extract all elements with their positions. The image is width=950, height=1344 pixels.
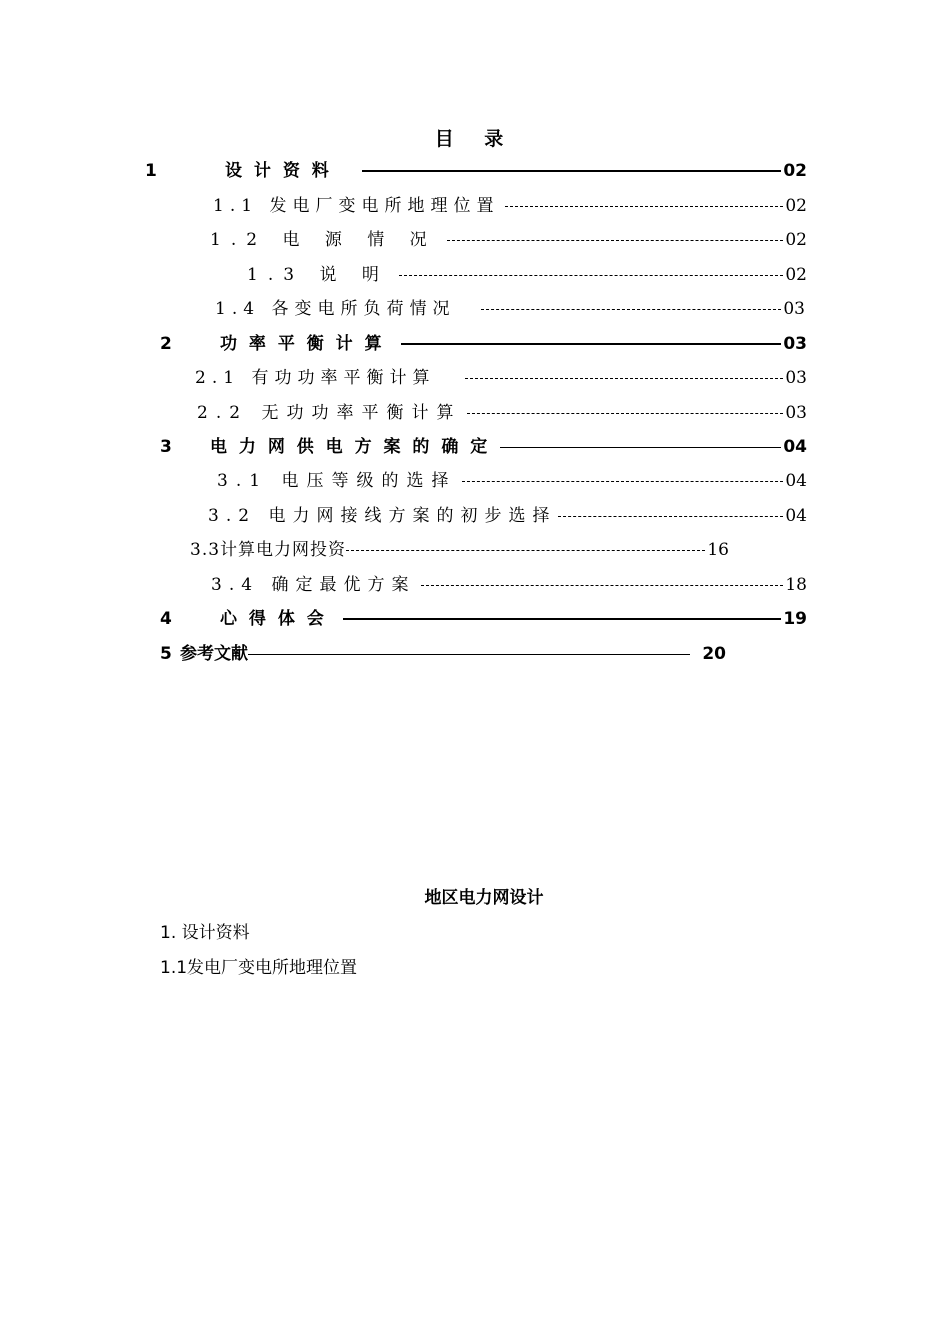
- toc-leader: [558, 516, 783, 517]
- toc-entry-3-4[interactable]: [211, 573, 807, 597]
- toc-entry-page: 03: [783, 334, 807, 354]
- toc-entry-number: 1: [145, 161, 157, 181]
- toc-entry-page: 03: [783, 299, 805, 319]
- toc-entry-5[interactable]: [160, 642, 726, 666]
- toc-entry-3-2[interactable]: [208, 504, 807, 528]
- toc-leader: [248, 654, 690, 655]
- toc-leader: [343, 618, 782, 620]
- toc-entry-page: 03: [785, 403, 807, 423]
- toc-entry-title: 2.1 有功功率平衡计算: [195, 368, 436, 388]
- toc-leader: [346, 550, 705, 551]
- toc-entry-number: 3: [160, 437, 172, 457]
- toc-entry-2-2[interactable]: [197, 401, 807, 425]
- toc-entry-number: 2: [160, 334, 172, 354]
- toc-leader: [481, 309, 781, 310]
- toc-entry-page: 18: [785, 575, 807, 595]
- toc-entry-3-3[interactable]: [190, 538, 729, 562]
- toc-entry-page: 16: [707, 540, 729, 560]
- toc-entry-title: 参考文献: [180, 644, 248, 664]
- section-heading-1-1: 1.1发电厂变电所地理位置: [160, 958, 358, 978]
- toc-leader: [362, 170, 782, 172]
- toc-entry-title: 电 力 网 供 电 方 案 的 确 定: [210, 437, 491, 457]
- toc-leader: [447, 240, 784, 241]
- toc-leader: [465, 378, 783, 379]
- toc-entry-page: 02: [783, 161, 807, 181]
- toc-entry-1[interactable]: [145, 159, 807, 183]
- toc-entry-page: 03: [785, 368, 807, 388]
- toc-entry-2-1[interactable]: [195, 366, 807, 390]
- toc-entry-page: 04: [785, 506, 807, 526]
- toc-entry-title: 1.2 电 源 情 况: [210, 230, 437, 250]
- toc-title: 目 录: [434, 128, 516, 150]
- toc-entry-title: 1.1 发电厂变电所地理位置: [213, 196, 500, 216]
- toc-leader: [500, 447, 781, 448]
- toc-entry-1-2[interactable]: [210, 228, 807, 252]
- toc-entry-page: 20: [702, 644, 726, 664]
- toc-entry-number: 5: [160, 644, 172, 664]
- toc-entry-page: 02: [785, 265, 807, 285]
- toc-entry-title: 1.3 说 明: [247, 265, 389, 285]
- toc-leader: [467, 413, 783, 414]
- toc-entry-1-3[interactable]: [247, 263, 807, 287]
- toc-entry-title: 2.2 无功功率平衡计算: [197, 403, 462, 423]
- toc-entry-2[interactable]: [160, 332, 807, 356]
- toc-entry-page: 04: [783, 437, 807, 457]
- toc-entry-title: 3.2 电力网接线方案的初步选择: [208, 506, 557, 526]
- toc-leader: [399, 275, 784, 276]
- toc-leader: [462, 481, 783, 482]
- toc-leader: [421, 585, 783, 586]
- toc-entry-page: 04: [785, 471, 807, 491]
- toc-entry-3[interactable]: [160, 435, 807, 459]
- toc-entry-4[interactable]: [160, 607, 807, 631]
- toc-entry-title: 3.4 确定最优方案: [211, 575, 416, 595]
- toc-entry-1-1[interactable]: [213, 194, 807, 218]
- toc-entry-page: 02: [785, 230, 807, 250]
- toc-leader: [505, 206, 783, 207]
- document-heading: 地区电力网设计: [424, 888, 544, 908]
- toc-entry-page: 19: [783, 609, 807, 629]
- section-heading-1: 1. 设计资料: [160, 923, 250, 943]
- toc-entry-title: 3.3计算电力网投资: [190, 540, 347, 560]
- toc-leader: [401, 343, 782, 345]
- toc-entry-1-4[interactable]: [215, 297, 805, 321]
- toc-entry-page: 02: [785, 196, 807, 216]
- toc-entry-3-1[interactable]: [217, 469, 807, 493]
- toc-entry-number: 4: [160, 609, 172, 629]
- toc-entry-title: 设 计 资 料: [225, 161, 332, 181]
- toc-entry-title: 1.4 各变电所负荷情况: [215, 299, 456, 319]
- toc-entry-title: 功 率 平 衡 计 算: [220, 334, 385, 354]
- toc-entry-title: 3.1 电压等级的选择: [217, 471, 457, 491]
- toc-entry-title: 心 得 体 会: [220, 609, 327, 629]
